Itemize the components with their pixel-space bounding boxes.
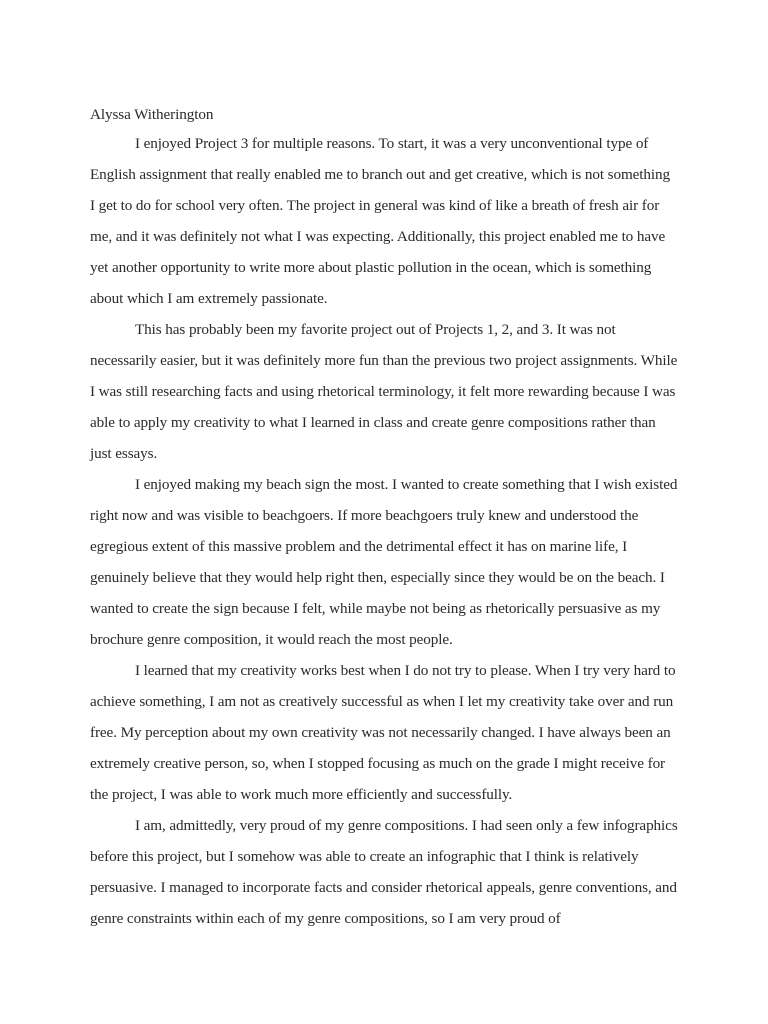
paragraph-2: This has probably been my favorite project out of Projects 1, 2, and 3. It was not necessarily easier, but it was definitely more fun than the previous two project assignments. While I was still researching facts and using rhetorical terminology, it felt more rewarding because I was able to apply my creativity to what I learned in class and create genre compositions rather than just essays. [90, 321, 678, 462]
author-name: Alyssa Witherington [90, 106, 214, 123]
paragraph-1: I enjoyed Project 3 for multiple reasons. To start, it was a very unconventional type of English assignment that really enabled me to branch out and get creative, which is not something I get to do for school very often. The project in general was kind of like a breath of fresh air for me, and it was definitely not what I was expecting. Additionally, this project enabled me to have yet another opportunity to write more about plastic pollution in the ocean, which is something about which I am extremely passionate. [90, 135, 671, 307]
paragraph-3: I enjoyed making my beach sign the most. I wanted to create something that I wish existed right now and was visible to beachgoers. If more beachgoers truly knew and understood the egregious extent of this massive problem and the detrimental effect it has on marine life, I genuinely believe that they would help right then, especially since they would be on the beach. I wanted to create the sign because I felt, while maybe not being as rhetorically persuasive as my brochure genre composition, it would reach the most people. [90, 476, 678, 648]
paragraph-4: I learned that my creativity works best when I do not try to please. When I try very hard to achieve something, I am not as creatively successful as when I let my creativity take over and run free. My perception about my own creativity was not necessarily changed. I have always been an extremely creative person, so, when I stopped focusing as much on the grade I might receive for the project, I was able to work much more efficiently and successfully. [90, 662, 676, 803]
document-body [90, 102, 678, 934]
paragraph-5: I am, admittedly, very proud of my genre compositions. I had seen only a few infographics before this project, but I somehow was able to create an infographic that I think is relatively persuasive. I managed to incorporate facts and consider rhetorical appeals, genre conventions, and genre constraints within each of my genre compositions, so I am very proud of [90, 817, 678, 927]
